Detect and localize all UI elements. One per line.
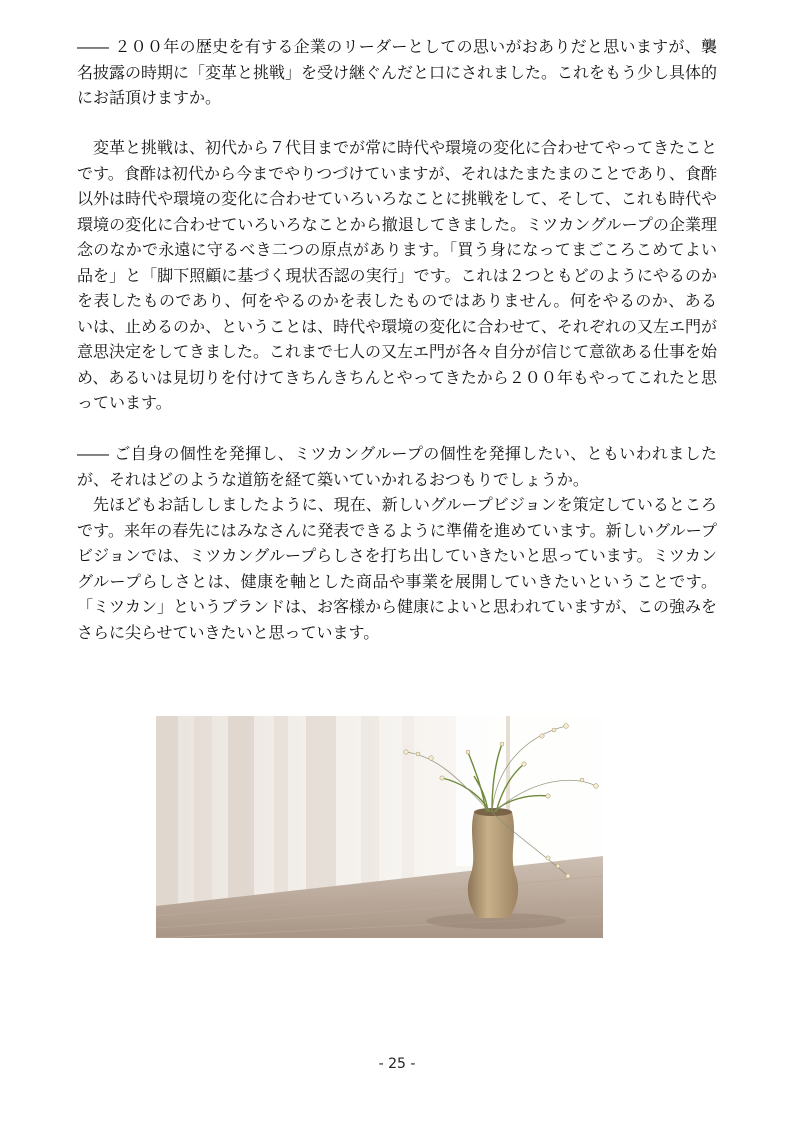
vase-photo-illustration bbox=[156, 716, 603, 938]
page-number: - 25 - bbox=[378, 1056, 416, 1072]
paragraph: ―― ２００年の歴史を有する企業のリーダーとしての思いがおありだと思いますが、襲名披露の時期に「変革と挑戦」を受け継ぐんだと口にされました。これをもう少し具体的にお話頂けますか。 bbox=[77, 37, 718, 107]
interview-question-answer-2 bbox=[77, 441, 717, 645]
vase-photo bbox=[156, 716, 603, 938]
interview-answer-1 bbox=[77, 135, 717, 416]
interview-question-1 bbox=[77, 34, 717, 111]
paragraph: 変革と挑戦は、初代から７代目までが常に時代や環境の変化に合わせてやってきたことです。食酢は初代から今までやりつづけていますが、それはたまたまのことであり、食酢以外は時代や環境の変化に合わせていろいろなことに挑戦をして、そして、これも時代や環境の変化に合わせていろいろなことから撤退してきました。ミツカングループの企業理念のなかで永遠に守るべき二つの原点があります。「買う身になってまごころこめてよい品を」と「脚下照顧に基づく現状否認の実行」です。これは２つともどのようにやるのかを表したものであり、何をやるのかを表したものではありません。何をやるのか、あるいは、止めるのか、ということは、時代や環境の変化に合わせて、それぞれの又左エ門が意思決定をしてきました。これまで七人の又左エ門が各々自分が信じて意欲ある仕事を始め、あるいは見切りを付けてきちんきちんとやってきたから２００年もやってこれたと思っています。 bbox=[77, 138, 718, 412]
paragraph: ―― ご自身の個性を発揮し、ミツカングループの個性を発揮したい、ともいわれましたが、それはどのような道筋を経て築いていかれるおつもりでしょうか。 先ほどもお話ししましたように、現在、新しいグループビジョンを策定しているところです。来年の春先にはみなさんに発表できるように準備を進めています。新しいグループビジョンでは、ミツカングループらしさを打ち出していきたいと思っています。ミツカングループらしさとは、健康を軸とした商品や事業を展開していきたいということです。「ミツカン」というブランドは、お客様から健康によいと思われていますが、この強みをさらに尖らせていきたいと思っています。 bbox=[77, 444, 718, 642]
